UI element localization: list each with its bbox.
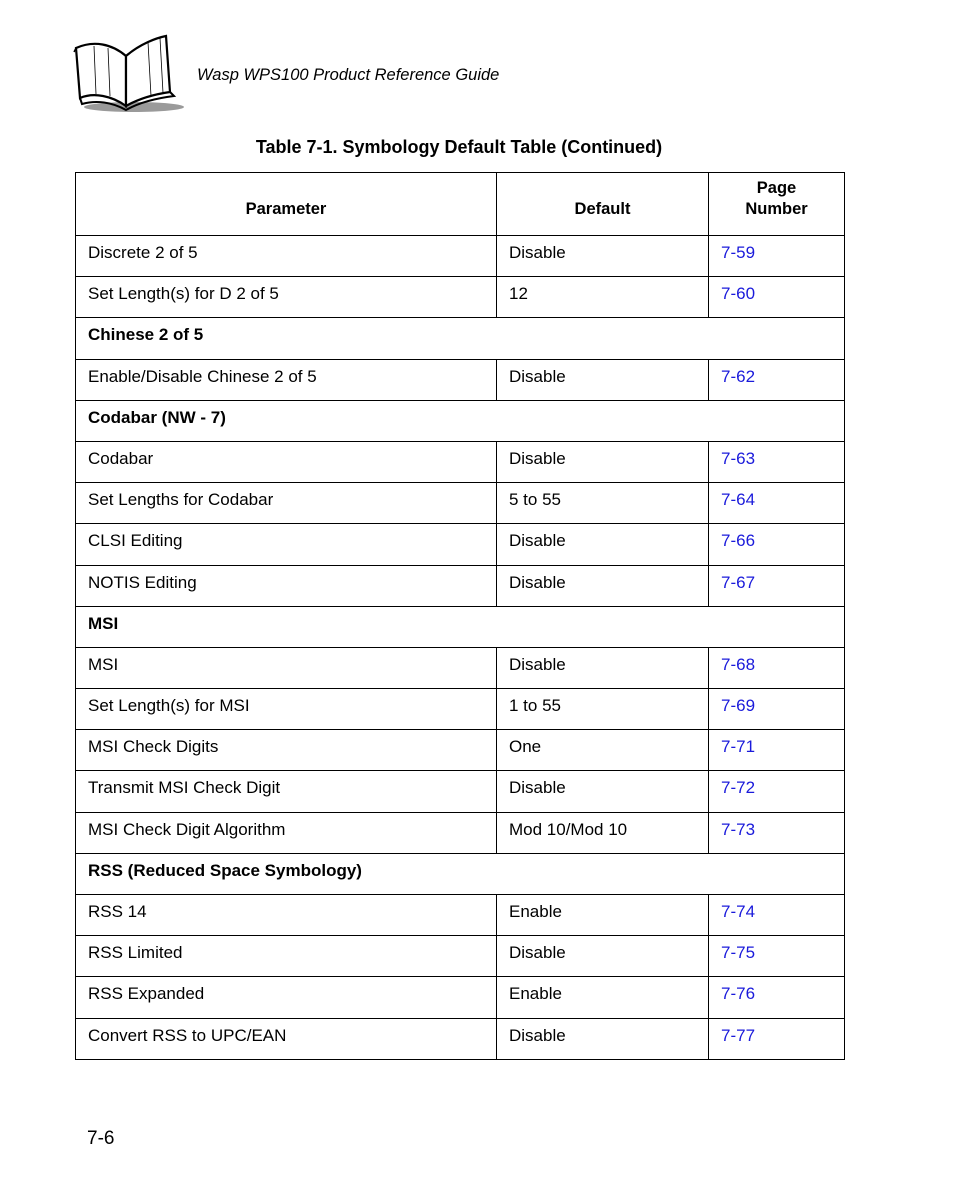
page-link[interactable]: 7-66 [721,531,756,551]
table-row [76,730,845,771]
page-number-cell [709,236,845,277]
table-row [76,895,845,936]
page-link[interactable]: 7-60 [721,284,756,304]
section-heading: Codabar (NW - 7) [76,400,845,441]
page-number-cell [709,812,845,853]
parameter-cell: RSS Expanded [76,977,497,1018]
page-link[interactable]: 7-76 [721,984,756,1004]
column-header-page-line2: Number [745,200,808,218]
page-number: 7-6 [87,1128,115,1149]
page-link[interactable]: 7-71 [721,737,756,757]
default-cell: Enable [497,977,709,1018]
table-row [76,689,845,730]
table-row [76,647,845,688]
parameter-cell: Set Length(s) for MSI [76,689,497,730]
page-number-cell [709,895,845,936]
parameter-cell: Set Lengths for Codabar [76,483,497,524]
default-cell: Disable [497,936,709,977]
page-number-cell [709,647,845,688]
table-row [76,524,845,565]
page-link[interactable]: 7-75 [721,943,756,963]
page-link[interactable]: 7-69 [721,696,756,716]
page-link[interactable]: 7-74 [721,902,756,921]
page-number-cell [709,689,845,730]
table-row [76,812,845,853]
column-header-page-number [709,173,845,236]
page-number-cell [709,977,845,1018]
column-header-default: Default [497,173,709,236]
default-cell: 12 [497,277,709,318]
default-cell: Mod 10/Mod 10 [497,812,709,853]
parameter-cell: Discrete 2 of 5 [76,236,497,277]
page-number-cell [709,441,845,482]
table-row [76,565,845,606]
parameter-cell: RSS Limited [76,936,497,977]
default-cell: 1 to 55 [497,689,709,730]
parameter-cell: Codabar [76,441,497,482]
page-link[interactable]: 7-59 [721,243,756,262]
table-row [76,483,845,524]
section-heading: MSI [76,606,845,647]
default-cell: Disable [497,524,709,565]
parameter-cell: Convert RSS to UPC/EAN [76,1018,497,1059]
page-link[interactable]: 7-68 [721,654,756,674]
table-row [76,936,845,977]
page-number-cell [709,359,845,400]
table-row [76,977,845,1018]
table-caption: Table 7-1. Symbology Default Table (Continued) [255,137,663,157]
column-header-page-line1: Page [756,179,797,197]
table-section-row [76,400,845,441]
page-number-cell [709,730,845,771]
parameter-cell: MSI Check Digits [76,730,497,771]
column-header-parameter: Parameter [76,173,497,236]
default-cell: Disable [497,359,709,400]
default-cell: Disable [497,771,709,812]
page-number-cell [709,483,845,524]
default-cell: Disable [497,236,709,277]
page-link[interactable]: 7-73 [721,819,756,839]
default-cell: 5 to 55 [497,483,709,524]
table-row [76,1018,845,1059]
table-row [76,771,845,812]
section-heading: Chinese 2 of 5 [76,318,845,359]
table-row [76,277,845,318]
default-cell: Disable [497,565,709,606]
open-book-icon [68,34,188,116]
section-heading: RSS (Reduced Space Symbology) [76,853,845,894]
parameter-cell: CLSI Editing [76,524,497,565]
table-section-row [76,853,845,894]
page-link[interactable]: 7-64 [721,490,756,510]
table-section-row [76,318,845,359]
default-cell: Disable [497,647,709,688]
default-cell: One [497,730,709,771]
parameter-cell: Set Length(s) for D 2 of 5 [76,277,497,318]
page-link[interactable]: 7-77 [721,1025,756,1045]
page-number-cell [709,524,845,565]
page-link[interactable]: 7-67 [721,572,756,592]
page-number-cell [709,936,845,977]
table-row [76,236,845,277]
symbology-default-table [75,172,845,1060]
parameter-cell: MSI Check Digit Algorithm [76,812,497,853]
default-cell: Disable [497,441,709,482]
page-number-cell [709,1018,845,1059]
parameter-cell: MSI [76,647,497,688]
page-link[interactable]: 7-72 [721,778,756,798]
page-number-cell [709,771,845,812]
table-header-row [76,173,845,236]
table-section-row [76,606,845,647]
page-link[interactable]: 7-63 [721,448,756,468]
default-cell: Enable [497,895,709,936]
running-header-title: Wasp WPS100 Product Reference Guide [197,66,500,84]
table-row [76,359,845,400]
page-link[interactable]: 7-62 [721,366,756,386]
parameter-cell: RSS 14 [76,895,497,936]
default-cell: Disable [497,1018,709,1059]
parameter-cell: Transmit MSI Check Digit [76,771,497,812]
table-row [76,441,845,482]
page-number-cell [709,277,845,318]
page-number-cell [709,565,845,606]
parameter-cell: Enable/Disable Chinese 2 of 5 [76,359,497,400]
parameter-cell: NOTIS Editing [76,565,497,606]
